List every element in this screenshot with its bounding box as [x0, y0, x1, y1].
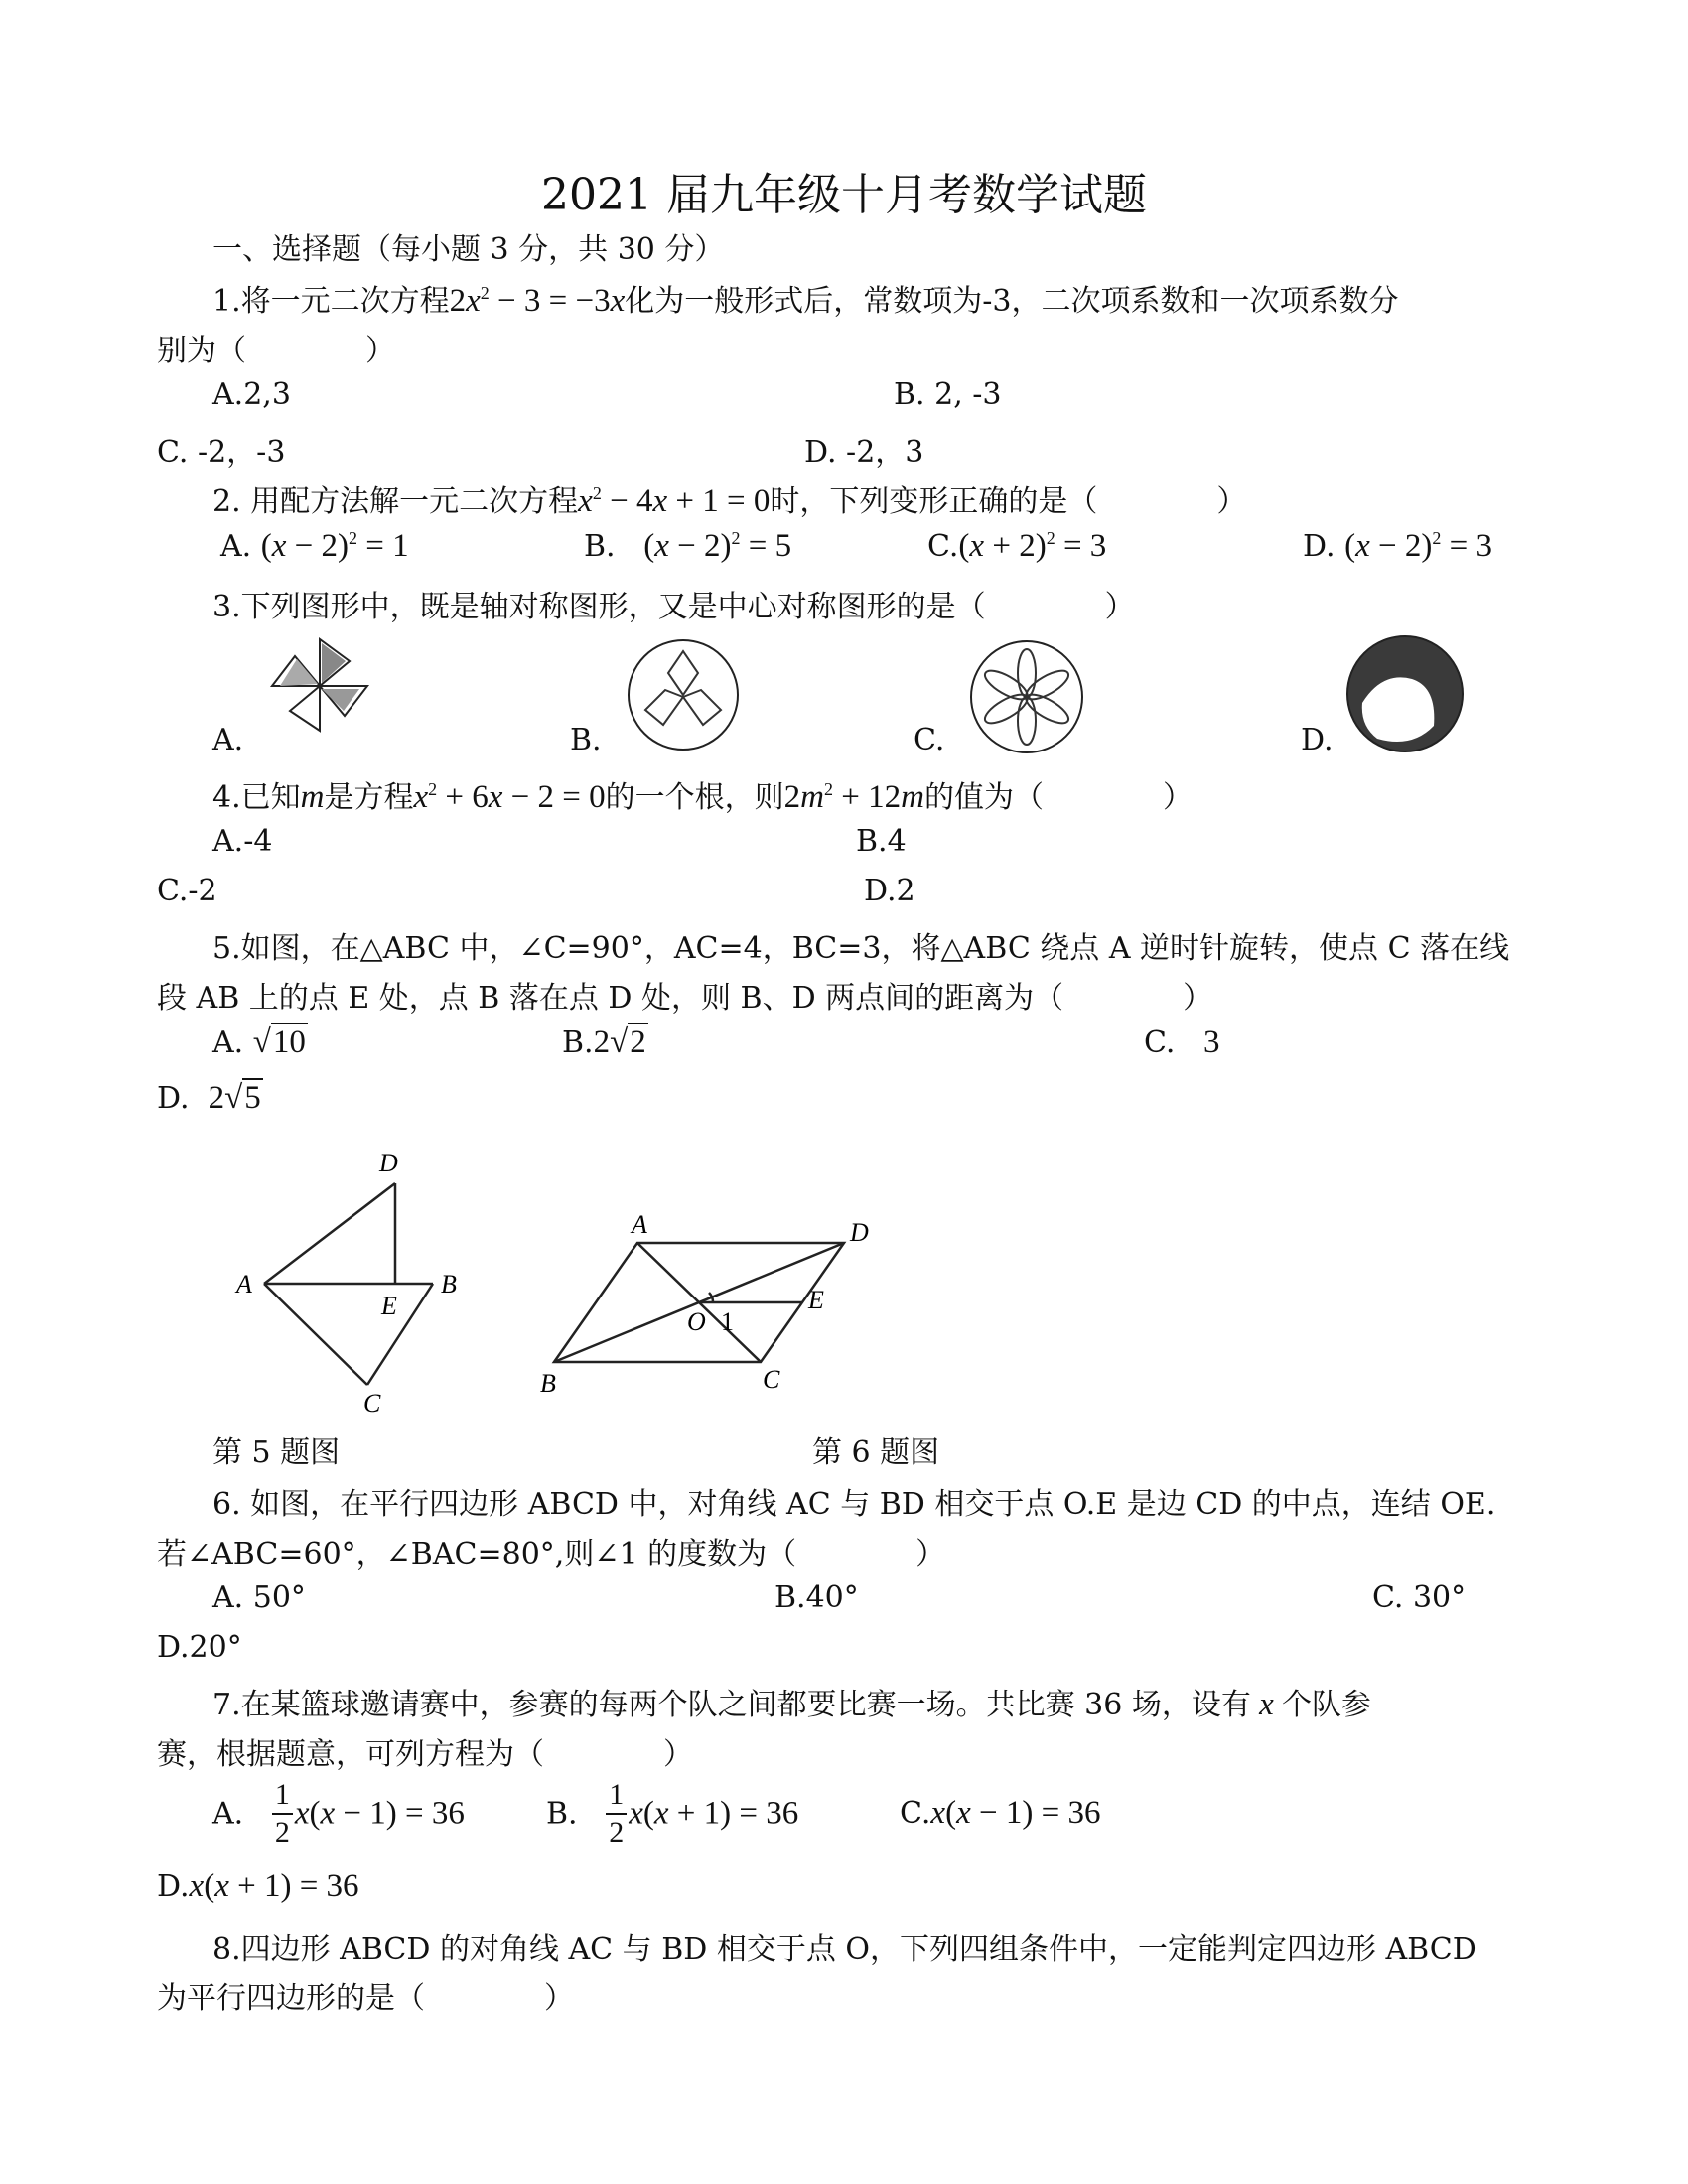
- question-7-line-1: 7.在某篮球邀请赛中，参赛的每两个队之间都要比赛一场。共比赛 36 场，设有 x 个队参: [212, 1687, 1372, 1722]
- question-6-line-2: 若∠ABC=60°，∠BAC=80°,则∠1 的度数为（ ）: [157, 1537, 946, 1571]
- option-1a: A.2,3: [212, 377, 291, 412]
- label-d: D: [850, 1218, 869, 1247]
- question-8-line-2: 为平行四边形的是（ ）: [157, 1981, 574, 2016]
- question-4: 4.已知m是方程$x^2 + 6x - 2 = 0$的一个根，则$2m^2 + 12m$的值为（ ）: [212, 779, 1193, 815]
- option-1c: C. -2，-3: [157, 435, 286, 470]
- equation: $2x^2 - 3 = -3x$: [449, 283, 626, 319]
- question-5-line-1: 5.如图，在△ABC 中，∠C=90°，AC=4，BC=3，将△ABC 绕点 A 逆时针旋转，使点 C 落在线: [212, 931, 1510, 966]
- question-3: 3.下列图形中，既是轴对称图形，又是中心对称图形的是（ ）: [212, 590, 1135, 624]
- option-4a: A.-4: [212, 824, 273, 859]
- option-1b: B. 2, -3: [894, 377, 1002, 412]
- option-3c: C.: [914, 723, 945, 757]
- figure-6: [536, 1201, 894, 1410]
- figure-5: [228, 1142, 487, 1420]
- figure-5-caption: 第 5 题图: [212, 1435, 341, 1470]
- label-c: C: [363, 1389, 381, 1418]
- question-7-line-2: 赛，根据题意，可列方程为（ ）: [157, 1737, 693, 1772]
- option-5d: D. 2√5: [157, 1080, 261, 1116]
- option-1d: D. -2，3: [804, 435, 924, 470]
- option-3b: B.: [570, 723, 602, 757]
- section-heading: 一、选择题（每小题 3 分，共 30 分）: [212, 232, 725, 267]
- label-angle-1: 1: [721, 1307, 734, 1336]
- option-6b: B.40°: [774, 1580, 859, 1615]
- circle-diamonds-figure: [624, 635, 743, 754]
- circle-petals-figure: [965, 635, 1088, 758]
- pinwheel-figure: [260, 631, 379, 741]
- page-title: 2021 届九年级十月考数学试题: [541, 170, 1147, 220]
- option-5b: B.2√2: [562, 1024, 646, 1060]
- figure-6-caption: 第 6 题图: [812, 1435, 940, 1470]
- option-4b: B.4: [856, 824, 907, 859]
- question-1: 1.将一元二次方程$2x^2 - 3 = -3x$化为一般形式后，常数项为-3，二次项系数和一次项系数分: [212, 283, 1399, 319]
- option-7d: D.x(x + 1) = 36: [157, 1868, 359, 1904]
- label-c: C: [763, 1365, 780, 1394]
- option-3d: D.: [1301, 723, 1334, 757]
- label-a: A: [632, 1210, 647, 1239]
- option-5c: C. 3: [1144, 1024, 1220, 1060]
- option-2b: B. $(x - 2)^2 = 5$: [584, 528, 792, 564]
- option-5a: A. √10: [212, 1024, 306, 1060]
- label-a: A: [236, 1270, 252, 1298]
- option-7c: C.x(x − 1) = 36: [900, 1795, 1101, 1831]
- equation: $x^2 - 4x + 1 = 0$: [578, 483, 771, 519]
- option-2a: A. $(x - 2)^2 = 1$: [220, 528, 409, 564]
- label-o: O: [687, 1307, 706, 1336]
- option-2d: D. $(x - 2)^2 = 3$: [1303, 528, 1492, 564]
- option-4c: C.-2: [157, 874, 217, 908]
- question-2: 2. 用配方法解一元二次方程$x^2 - 4x + 1 = 0$时，下列变形正确的是（ ）: [212, 483, 1247, 519]
- label-d: D: [379, 1149, 398, 1177]
- label-b: B: [441, 1270, 457, 1298]
- option-2c: $C.(x + 2)^2 = 3$: [927, 528, 1107, 564]
- question-5-line-2: 段 AB 上的点 E 处，点 B 落在点 D 处，则 B、D 两点间的距离为（ ）: [157, 981, 1213, 1016]
- option-6d: D.20°: [157, 1630, 242, 1665]
- question-6-line-1: 6. 如图，在平行四边形 ABCD 中，对角线 AC 与 BD 相交于点 O.E 是边 CD 的中点，连结 OE.: [212, 1487, 1496, 1522]
- option-6a: A. 50°: [212, 1580, 306, 1615]
- yin-yang-figure: [1342, 631, 1468, 756]
- label-b: B: [540, 1369, 556, 1398]
- question-8-line-1: 8.四边形 ABCD 的对角线 AC 与 BD 相交于点 O，下列四组条件中，一定能判定四边形 ABCD: [212, 1932, 1477, 1967]
- label-e: E: [808, 1286, 824, 1314]
- option-6c: C. 30°: [1372, 1580, 1467, 1615]
- option-7a: A. $\frac{1}{2}$ x(x − 1) = 36: [212, 1778, 465, 1848]
- question-1-cont: 别为（ ）: [157, 334, 395, 368]
- option-7b: B. $\frac{1}{2}$ x(x + 1) = 36: [546, 1778, 799, 1848]
- option-3a: A.: [212, 723, 244, 757]
- option-4d: D.2: [864, 874, 915, 908]
- label-e: E: [381, 1292, 397, 1320]
